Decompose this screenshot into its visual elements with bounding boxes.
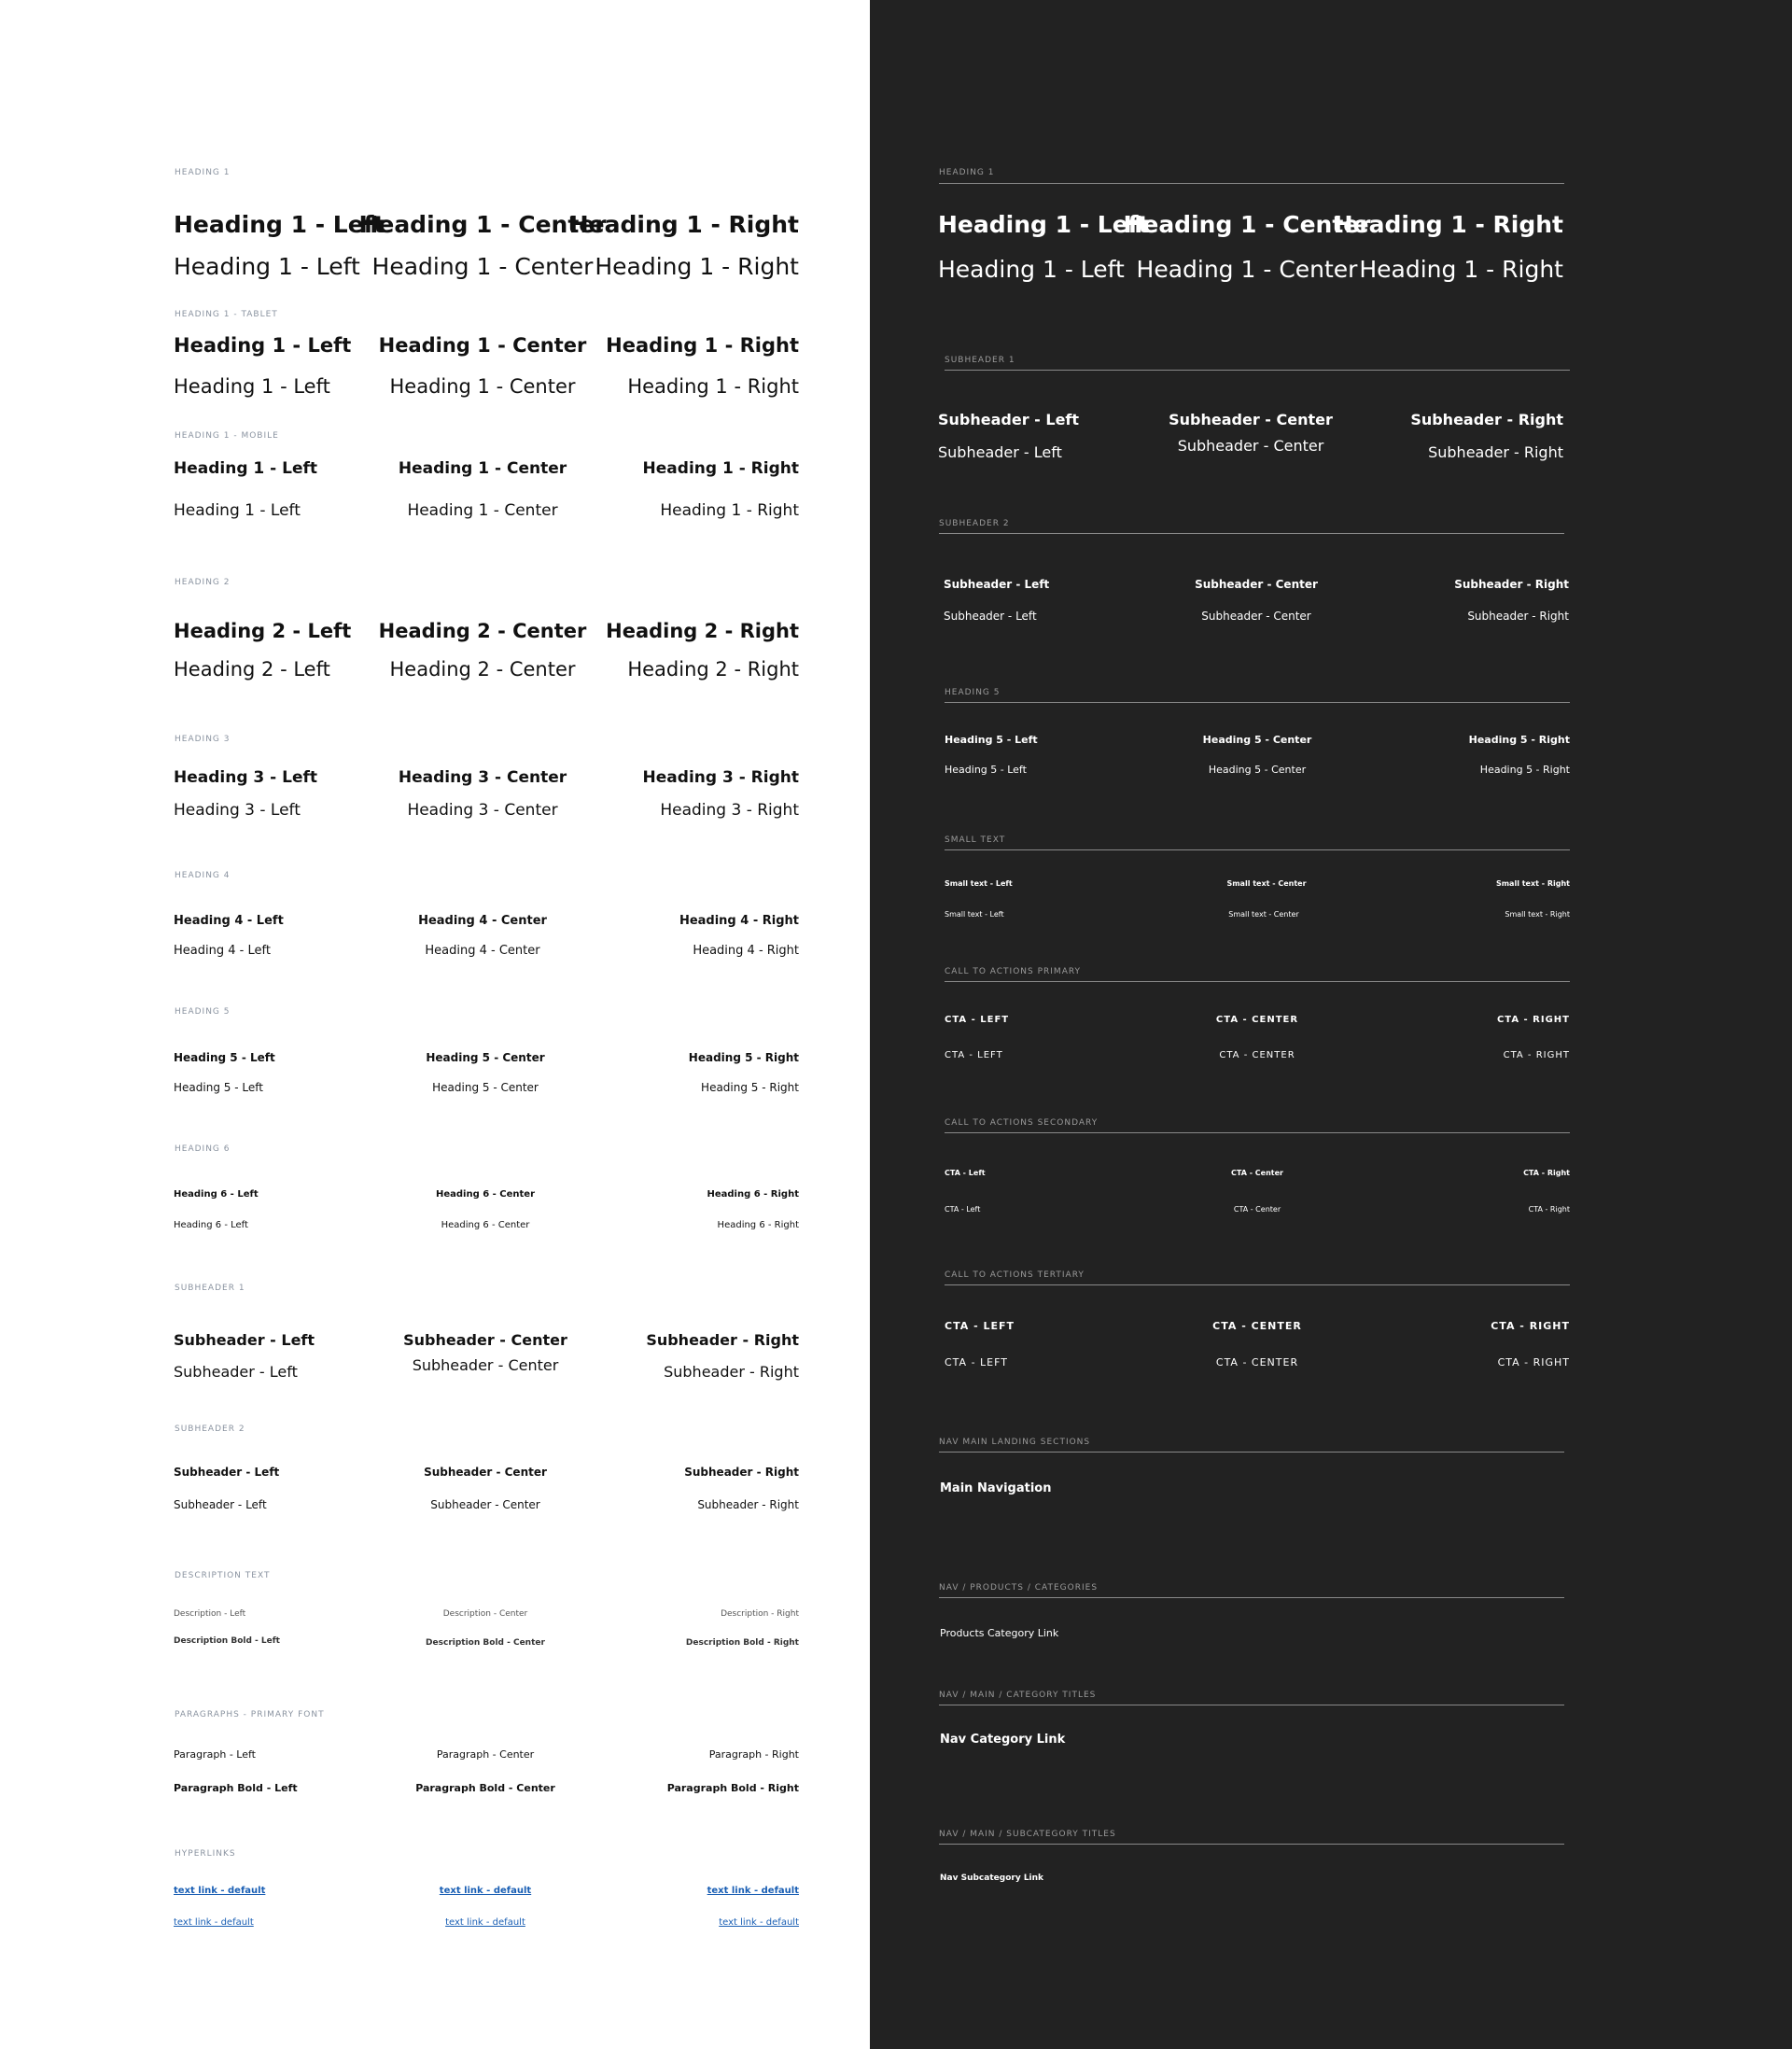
section-label: HEADING 6: [175, 1144, 231, 1154]
heading-5-bold-left: Heading 5 - Left: [174, 1051, 275, 1064]
dark-subheader-1-regular-right: Subheader - Right: [1428, 443, 1563, 461]
heading-3-bold-left: Heading 3 - Left: [174, 768, 318, 787]
section-label: HYPERLINKS: [175, 1849, 236, 1859]
section-label: CALL TO ACTIONS PRIMARY: [945, 967, 1082, 976]
subheader-2-bold-left: Subheader - Left: [174, 1466, 280, 1479]
description-bold-right: Description Bold - Right: [685, 1638, 799, 1648]
paragraph-bold-left: Paragraph Bold - Left: [174, 1782, 298, 1794]
dark-subheader-2-regular-right: Subheader - Right: [1467, 610, 1569, 623]
description-regular-right: Description - Right: [721, 1609, 799, 1619]
dark-heading-1-regular-right: Heading 1 - Right: [1359, 256, 1563, 283]
heading-6-regular-left: Heading 6 - Left: [174, 1220, 248, 1230]
dark-cta-primary-regular-center[interactable]: CTA - CENTER: [1219, 1050, 1295, 1060]
heading-4-bold-left: Heading 4 - Left: [174, 914, 284, 928]
section-divider: [939, 183, 1564, 184]
section-label: NAV / MAIN / SUBCATEGORY TITLES: [939, 1830, 1116, 1839]
dark-heading-5-bold-left: Heading 5 - Left: [945, 734, 1038, 746]
heading-4-regular-right: Heading 4 - Right: [693, 944, 799, 958]
description-regular-center: Description - Center: [442, 1609, 528, 1619]
heading-3-regular-center: Heading 3 - Center: [407, 801, 558, 820]
heading-4-regular-center: Heading 4 - Center: [425, 944, 540, 958]
text-link-bold-right[interactable]: text link - default: [707, 1886, 799, 1896]
dark-small-text-regular-right: Small text - Right: [1505, 910, 1570, 919]
dark-cta-tertiary-regular-right[interactable]: CTA - RIGHT: [1497, 1356, 1570, 1368]
section-divider: [939, 533, 1564, 534]
section-label: CALL TO ACTIONS TERTIARY: [945, 1270, 1085, 1280]
products-category-link[interactable]: Products Category Link: [940, 1627, 1059, 1639]
dark-cta-secondary-bold-center[interactable]: CTA - Center: [1231, 1169, 1283, 1177]
heading-2-bold-left: Heading 2 - Left: [174, 620, 352, 642]
heading-5-bold-center: Heading 5 - Center: [426, 1051, 545, 1064]
heading-2-regular-right: Heading 2 - Right: [627, 658, 799, 681]
heading-3-bold-right: Heading 3 - Right: [642, 768, 799, 787]
dark-subheader-2-regular-left: Subheader - Left: [944, 610, 1037, 623]
dark-small-text-bold-center: Small text - Center: [1226, 879, 1307, 888]
heading-6-bold-left: Heading 6 - Left: [174, 1189, 259, 1200]
text-link-bold-center[interactable]: text link - default: [439, 1886, 532, 1896]
section-label: HEADING 5: [945, 688, 1001, 697]
dark-subheader-1-regular-left: Subheader - Left: [938, 443, 1062, 461]
section-label: SUBHEADER 1: [175, 1284, 245, 1293]
dark-cta-tertiary-regular-left[interactable]: CTA - LEFT: [945, 1356, 1008, 1368]
heading-1-tablet-regular-center: Heading 1 - Center: [389, 375, 576, 398]
dark-heading-5-regular-right: Heading 5 - Right: [1479, 764, 1570, 776]
heading-6-regular-center: Heading 6 - Center: [441, 1220, 530, 1230]
dark-cta-primary-bold-center[interactable]: CTA - CENTER: [1215, 1015, 1299, 1025]
dark-subheader-1-bold-left: Subheader - Left: [938, 411, 1080, 428]
section-label: HEADING 1: [939, 168, 995, 177]
heading-6-regular-right: Heading 6 - Right: [717, 1220, 799, 1230]
nav-category-link[interactable]: Nav Category Link: [940, 1733, 1066, 1747]
dark-cta-tertiary-bold-right[interactable]: CTA - RIGHT: [1491, 1320, 1570, 1332]
dark-small-text-bold-right: Small text - Right: [1495, 879, 1570, 888]
dark-subheader-1-bold-right: Subheader - Right: [1410, 411, 1563, 428]
heading-5-regular-right: Heading 5 - Right: [701, 1081, 799, 1094]
dark-cta-primary-bold-right[interactable]: CTA - RIGHT: [1496, 1015, 1570, 1025]
section-label: PARAGRAPHS - PRIMARY FONT: [175, 1710, 325, 1719]
subheader-2-bold-center: Subheader - Center: [424, 1466, 547, 1479]
paragraph-bold-right: Paragraph Bold - Right: [666, 1782, 799, 1794]
dark-heading-1-regular-left: Heading 1 - Left: [938, 256, 1125, 283]
dark-heading-1-regular-center: Heading 1 - Center: [1136, 256, 1358, 283]
section-divider: [939, 1452, 1564, 1453]
text-link-regular-center[interactable]: text link - default: [445, 1917, 525, 1928]
dark-heading-1-bold-center: Heading 1 - Center: [1123, 211, 1371, 238]
heading-1-regular-center: Heading 1 - Center: [371, 253, 594, 280]
heading-5-regular-center: Heading 5 - Center: [432, 1081, 539, 1094]
subheader-2-regular-right: Subheader - Right: [697, 1498, 799, 1511]
heading-1-mobile-bold-center: Heading 1 - Center: [398, 459, 567, 478]
heading-4-bold-right: Heading 4 - Right: [679, 914, 799, 928]
heading-4-bold-center: Heading 4 - Center: [418, 914, 547, 928]
dark-heading-5-regular-left: Heading 5 - Left: [945, 764, 1027, 776]
paragraph-regular-right: Paragraph - Right: [708, 1748, 799, 1761]
section-label: HEADING 2: [175, 578, 231, 587]
dark-heading-1-bold-right: Heading 1 - Right: [1333, 211, 1563, 238]
section-label: HEADING 1: [175, 168, 231, 177]
heading-1-tablet-bold-left: Heading 1 - Left: [174, 334, 352, 357]
dark-cta-tertiary-bold-center[interactable]: CTA - CENTER: [1212, 1320, 1302, 1332]
section-label: SUBHEADER 1: [945, 356, 1015, 365]
paragraph-bold-center: Paragraph Bold - Center: [415, 1782, 555, 1794]
dark-cta-tertiary-regular-center[interactable]: CTA - CENTER: [1215, 1356, 1299, 1368]
dark-heading-5-bold-right: Heading 5 - Right: [1468, 734, 1570, 746]
description-bold-left: Description Bold - Left: [174, 1636, 280, 1646]
heading-1-mobile-regular-right: Heading 1 - Right: [660, 501, 799, 520]
section-label: HEADING 4: [175, 871, 231, 880]
section-label: HEADING 5: [175, 1007, 231, 1017]
heading-1-mobile-regular-center: Heading 1 - Center: [407, 501, 558, 520]
main-navigation-link[interactable]: Main Navigation: [940, 1481, 1052, 1495]
heading-5-regular-left: Heading 5 - Left: [174, 1081, 263, 1094]
subheader-1-regular-right: Subheader - Right: [664, 1363, 799, 1381]
dark-panel: [870, 0, 1792, 2049]
dark-cta-secondary-regular-right[interactable]: CTA - Right: [1528, 1205, 1570, 1214]
heading-2-regular-left: Heading 2 - Left: [174, 658, 330, 681]
heading-1-regular-right: Heading 1 - Right: [595, 253, 799, 280]
subheader-1-bold-left: Subheader - Left: [174, 1331, 315, 1349]
section-label: SMALL TEXT: [945, 835, 1006, 845]
section-divider: [939, 1597, 1564, 1598]
dark-cta-secondary-bold-left[interactable]: CTA - Left: [945, 1169, 986, 1177]
heading-2-bold-right: Heading 2 - Right: [606, 620, 799, 642]
section-label: HEADING 1 - MOBILE: [175, 431, 279, 441]
light-panel: [0, 0, 870, 2049]
dark-subheader-1-regular-center: Subheader - Center: [1177, 437, 1324, 455]
heading-6-bold-right: Heading 6 - Right: [707, 1189, 799, 1200]
dark-cta-primary-bold-left[interactable]: CTA - LEFT: [945, 1015, 1010, 1025]
heading-1-tablet-regular-right: Heading 1 - Right: [627, 375, 799, 398]
dark-cta-secondary-bold-right[interactable]: CTA - Right: [1523, 1169, 1570, 1177]
subheader-1-bold-center: Subheader - Center: [403, 1331, 567, 1349]
section-divider: [945, 849, 1570, 850]
dark-cta-primary-regular-right[interactable]: CTA - RIGHT: [1503, 1050, 1570, 1060]
section-label: HEADING 1 - TABLET: [175, 310, 278, 319]
subheader-2-bold-right: Subheader - Right: [684, 1466, 799, 1479]
section-divider: [939, 1844, 1564, 1845]
section-label: NAV / PRODUCTS / CATEGORIES: [939, 1583, 1099, 1593]
subheader-1-regular-center: Subheader - Center: [412, 1356, 559, 1374]
subheader-1-regular-left: Subheader - Left: [174, 1363, 298, 1381]
heading-5-bold-right: Heading 5 - Right: [688, 1051, 799, 1064]
heading-3-regular-left: Heading 3 - Left: [174, 801, 301, 820]
heading-2-regular-center: Heading 2 - Center: [389, 658, 576, 681]
section-label: HEADING 3: [175, 735, 231, 744]
dark-small-text-regular-center: Small text - Center: [1228, 910, 1299, 919]
heading-6-bold-center: Heading 6 - Center: [435, 1189, 536, 1200]
heading-1-bold-center: Heading 1 - Center: [358, 211, 607, 238]
heading-1-mobile-bold-left: Heading 1 - Left: [174, 459, 318, 478]
subheader-1-bold-right: Subheader - Right: [646, 1331, 799, 1349]
section-label: SUBHEADER 2: [175, 1424, 245, 1434]
dark-subheader-2-bold-right: Subheader - Right: [1454, 578, 1569, 591]
text-link-regular-right[interactable]: text link - default: [719, 1917, 799, 1928]
dark-subheader-1-bold-center: Subheader - Center: [1169, 411, 1333, 428]
paragraph-regular-center: Paragraph - Center: [436, 1748, 535, 1761]
dark-small-text-bold-left: Small text - Left: [945, 879, 1013, 888]
dark-small-text-regular-left: Small text - Left: [945, 910, 1004, 919]
section-divider: [945, 1284, 1570, 1285]
nav-subcategory-link[interactable]: Nav Subcategory Link: [940, 1874, 1044, 1883]
heading-1-tablet-regular-left: Heading 1 - Left: [174, 375, 330, 398]
dark-heading-5-regular-center: Heading 5 - Center: [1208, 764, 1307, 776]
heading-1-bold-right: Heading 1 - Right: [568, 211, 799, 238]
heading-1-tablet-bold-center: Heading 1 - Center: [378, 334, 587, 357]
subheader-2-regular-center: Subheader - Center: [430, 1498, 540, 1511]
dark-cta-tertiary-bold-left[interactable]: CTA - LEFT: [945, 1320, 1015, 1332]
subheader-2-regular-left: Subheader - Left: [174, 1498, 267, 1511]
heading-3-bold-center: Heading 3 - Center: [398, 768, 567, 787]
section-divider: [945, 981, 1570, 982]
heading-2-bold-center: Heading 2 - Center: [378, 620, 587, 642]
heading-1-tablet-bold-right: Heading 1 - Right: [606, 334, 799, 357]
dark-cta-primary-regular-left[interactable]: CTA - LEFT: [945, 1050, 1003, 1060]
section-label: DESCRIPTION TEXT: [175, 1571, 271, 1580]
dark-heading-1-bold-left: Heading 1 - Left: [938, 211, 1150, 238]
section-divider: [945, 702, 1570, 703]
dark-heading-5-bold-center: Heading 5 - Center: [1202, 734, 1312, 746]
text-link-regular-left[interactable]: text link - default: [174, 1917, 254, 1928]
dark-subheader-2-bold-left: Subheader - Left: [944, 578, 1050, 591]
dark-cta-secondary-regular-center[interactable]: CTA - Center: [1233, 1205, 1281, 1214]
dark-subheader-2-bold-center: Subheader - Center: [1195, 578, 1318, 591]
description-bold-center: Description Bold - Center: [426, 1638, 545, 1648]
section-label: NAV / MAIN / CATEGORY TITLES: [939, 1691, 1097, 1700]
dark-cta-secondary-regular-left[interactable]: CTA - Left: [945, 1205, 981, 1214]
heading-1-bold-left: Heading 1 - Left: [174, 211, 385, 238]
section-divider: [945, 1132, 1570, 1133]
section-label: SUBHEADER 2: [939, 519, 1010, 528]
heading-4-regular-left: Heading 4 - Left: [174, 944, 271, 958]
paragraph-regular-left: Paragraph - Left: [174, 1748, 256, 1761]
text-link-bold-left[interactable]: text link - default: [174, 1886, 266, 1896]
heading-1-mobile-bold-right: Heading 1 - Right: [642, 459, 799, 478]
heading-3-regular-right: Heading 3 - Right: [660, 801, 799, 820]
section-divider: [945, 370, 1570, 371]
dark-subheader-2-regular-center: Subheader - Center: [1201, 610, 1311, 623]
description-regular-left: Description - Left: [174, 1609, 246, 1619]
section-label: NAV MAIN LANDING SECTIONS: [939, 1438, 1091, 1447]
heading-1-mobile-regular-left: Heading 1 - Left: [174, 501, 301, 520]
heading-1-regular-left: Heading 1 - Left: [174, 253, 360, 280]
section-label: CALL TO ACTIONS SECONDARY: [945, 1118, 1099, 1128]
